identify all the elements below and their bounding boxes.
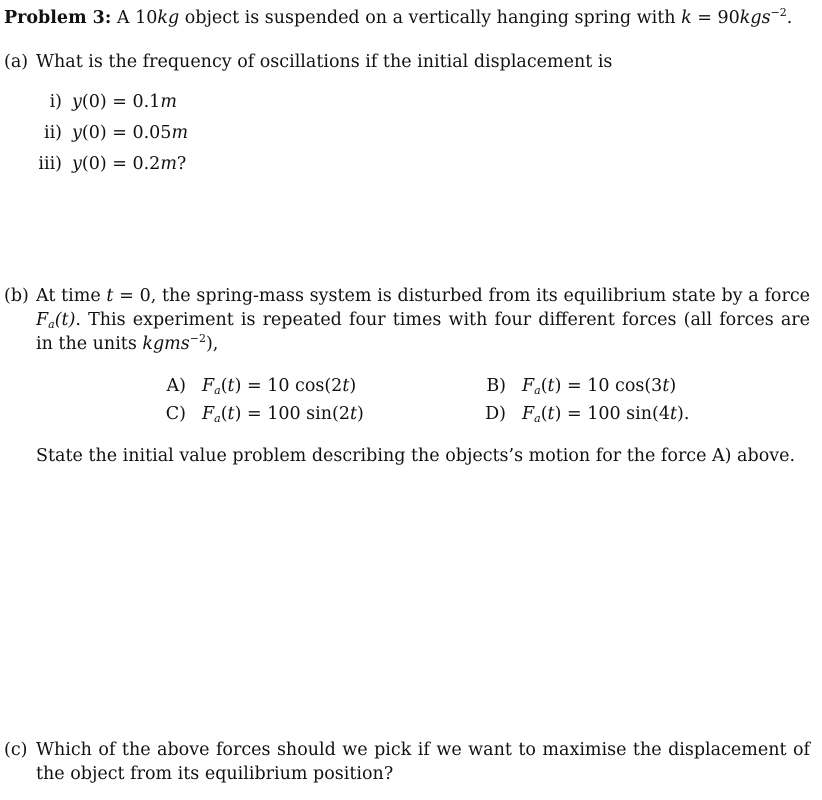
part-b-instruction: State the initial value problem describing the objects’s motion for the force A) above. (36, 446, 796, 466)
part-b-label: (b) (4, 286, 29, 306)
forces-list (160, 374, 720, 430)
problem-number: Problem 3: (4, 8, 112, 28)
part-b-text: At time t = 0, the spring-mass system is disturbed from its equilibrium state by a force $F_a(t)$. This experiment is repeated four times with four different forces (all forces are in the units kgms$^{-2}$), (36, 286, 810, 354)
force-label-b: B) (486, 376, 506, 396)
force-label-c: C) (165, 404, 186, 424)
force-label-a: A) (166, 376, 186, 396)
document-page: Problem 3: A 10kg object is suspended on a vertically hanging spring with k = 90kgs$^{-2}$. (a) What is the frequency of oscillations if the initial displacement is i) y(0) = 0.1m ii) y(0) = 0.05m iii) y(0) = 0.2m? (b) At time t = 0, the spring-mass system is disturbed from its equilibrium state by a force $F_a(t)$. This experiment is repeated four times with four different forces (all forces are in the units kgms$^{-2}$), A) $F_a(t) = 10$ cos(2t) B) $F_a(t) = 10$ cos(3t) C) $F_a(t) = 100$ sin(2t) D) $F_a(t) = 100$ sin(4t). State the initial value problem describing the objects’s motion for the force A) above. (c) Which of the above forces should we pick if we want to maximise the displacement of the object from its equilibrium position? (0, 0, 822, 800)
part-c-text: Which of the above forces should we pick if we want to maximise the displacement of the object from its equilibrium position? (36, 740, 810, 784)
force-row: C) $F_a(t) = 100$ sin(2t) D) $F_a(t) = 100$ sin(4t). (160, 402, 720, 430)
force-row: A) $F_a(t) = 10$ cos(2t) B) $F_a(t) = 10$ cos(3t) (160, 374, 720, 402)
part-a-text: What is the frequency of oscillations if the initial displacement is (36, 52, 613, 72)
problem-statement: Problem 3: A 10kg object is suspended on a vertically hanging spring with k = 90kgs$^{-2}$. (4, 6, 793, 28)
part-a-question (4, 50, 613, 74)
force-label-d: D) (485, 404, 506, 424)
part-c-label: (c) (4, 740, 28, 760)
part-a-label: (a) (4, 52, 29, 72)
